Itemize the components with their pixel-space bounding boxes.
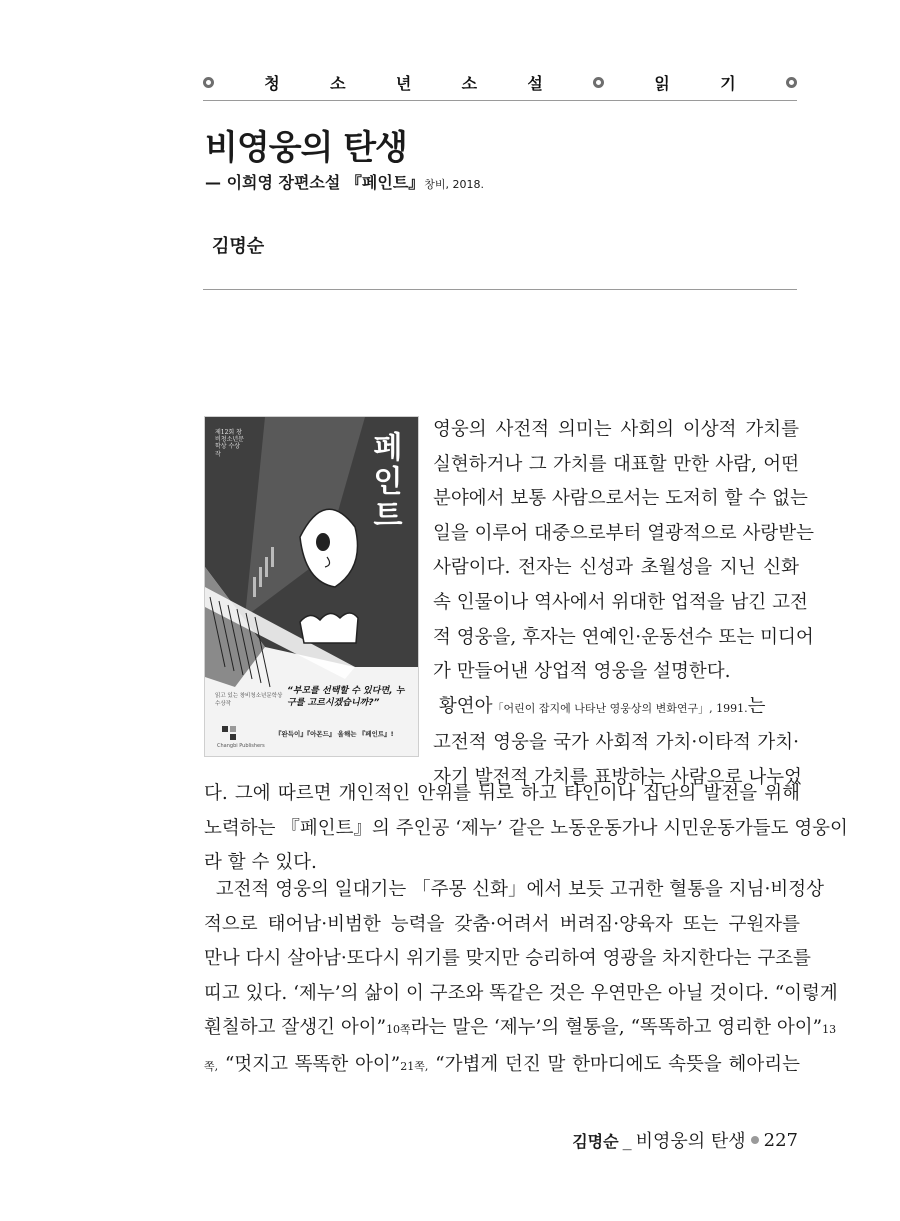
text-span: 훤칠하고 잘생긴 아이” (204, 1017, 387, 1039)
text-line: 적으로 태어남·비범한 능력을 갖춤·어려서 버려짐·양육자 또는 구원자를 (204, 913, 800, 935)
page-ref: 쪽, (204, 1059, 219, 1073)
series-char: 소 (330, 73, 346, 93)
circle-bullet-icon (203, 77, 214, 88)
text-line: 만나 다시 살아남·또다시 위기를 맞지만 승리하여 영광을 차지한다는 구조를 (204, 948, 811, 970)
circle-bullet-icon (593, 77, 604, 88)
particle: 는 (747, 695, 766, 717)
text-line: 자기 발전적 가치를 표방하는 사람으로 나누었 (433, 766, 802, 788)
page-ref: 21쪽, (400, 1059, 429, 1073)
series-char: 년 (395, 73, 412, 93)
footer-separator: _ (622, 1129, 632, 1151)
text-span: “멋지고 똑똑한 아이” (218, 1053, 401, 1075)
text-span: “가볍게 던진 말 한마디에도 속뜻을 헤아리는 (428, 1053, 801, 1075)
series-char: 청 (264, 73, 280, 93)
publisher-logo-icon (221, 725, 237, 741)
text-line: 가 만들어낸 상업적 영웅을 설명한다. (433, 661, 731, 683)
text-line: 분야에서 보통 사람으로서는 도저히 할 수 없는 (433, 488, 808, 510)
bullet-dot-icon (751, 1136, 759, 1144)
cover-quote: “부모를 선택할 수 있다면, 누구를 고르시겠습니까?” (287, 686, 405, 709)
text-line: 노력하는 『페인트』의 주인공 ‘제누’ 같은 노동운동가나 시민운동가들도 영웅이 (204, 817, 848, 839)
cover-award-note: 읽고 있는 창비청소년문학상 수상작 (215, 693, 283, 707)
text-line: 다. 그에 따르면 개인적인 안위를 뒤로 하고 타인이나 집단의 발전을 위해 (204, 783, 800, 804)
text-line: 고전적 영웅을 국가 사회적 가치·이타적 가치· (433, 732, 799, 754)
series-char: 읽 (654, 73, 670, 93)
citation: 「어린이 잡지에 나타난 영웅상의 변화연구」, 1991. (492, 701, 748, 715)
body-paragraph-1 (433, 413, 814, 796)
page-footer (572, 1127, 798, 1153)
book-cover-image (204, 416, 419, 757)
text-line (433, 690, 799, 727)
text-line: 영웅의 사전적 의미는 사회의 이상적 가치를 (433, 419, 799, 440)
page-ref: 10쪽 (386, 1023, 411, 1037)
series-header (203, 64, 797, 101)
text-span: 고전적 영웅의 일대기는 「주몽 신화」에서 보듯 고귀한 혈통을 지님·비정상 (215, 879, 824, 900)
title-divider (203, 289, 797, 290)
series-char: 설 (527, 73, 543, 93)
cover-title: 페인트 (367, 431, 402, 533)
article-subtitle (205, 170, 484, 193)
subtitle-book: — 이희영 장편소설 『페인트』 (205, 173, 425, 192)
page-number: 227 (763, 1129, 798, 1151)
subtitle-publisher: 창비, 2018. (424, 178, 485, 191)
article-title: 비영웅의 탄생 (205, 128, 407, 168)
text-line (204, 1048, 800, 1085)
body-paragraph-3 (204, 873, 838, 1085)
text-line: 사람이다. 전자는 신성과 초월성을 지닌 신화 (433, 557, 799, 579)
cover-publisher-note: 제12회 창비청소년문학상 수상작 (215, 429, 244, 458)
series-char: 기 (720, 73, 736, 93)
text-line: 라 할 수 있다. (204, 852, 317, 874)
footer-author: 김명순 (572, 1131, 619, 1151)
article-author: 김명순 (212, 236, 265, 257)
cover-brand: Changbi Publishers (217, 743, 265, 749)
footer-running-title: 비영웅의 탄생 (635, 1131, 746, 1152)
circle-bullet-icon (786, 77, 797, 88)
text-line (204, 1011, 837, 1048)
text-line: 띠고 있다. ‘제누’의 삶이 이 구조와 똑같은 것은 우연만은 아닐 것이다. “이렇게 (204, 982, 838, 1004)
text-line: 일을 이루어 대중으로부터 열광적으로 사랑받는 (433, 522, 814, 544)
text-span: 라는 말은 ‘제누’의 혈통을, “똑똑하고 영리한 아이” (410, 1017, 823, 1039)
cover-series-note: 『완득이』『아몬드』 올해는 『페인트』! (275, 730, 394, 738)
text-line: 실현하거나 그 가치를 대표할 만한 사람, 어떤 (433, 453, 799, 475)
author-name-ref: 황연아 (438, 695, 493, 717)
series-char: 소 (461, 73, 478, 93)
text-line (204, 873, 824, 908)
page-ref: 13 (822, 1023, 837, 1037)
text-line: 속 인물이나 역사에서 위대한 업적을 남긴 고전 (433, 591, 808, 613)
text-line: 적 영웅을, 후자는 연예인·운동선수 또는 미디어 (433, 626, 814, 648)
